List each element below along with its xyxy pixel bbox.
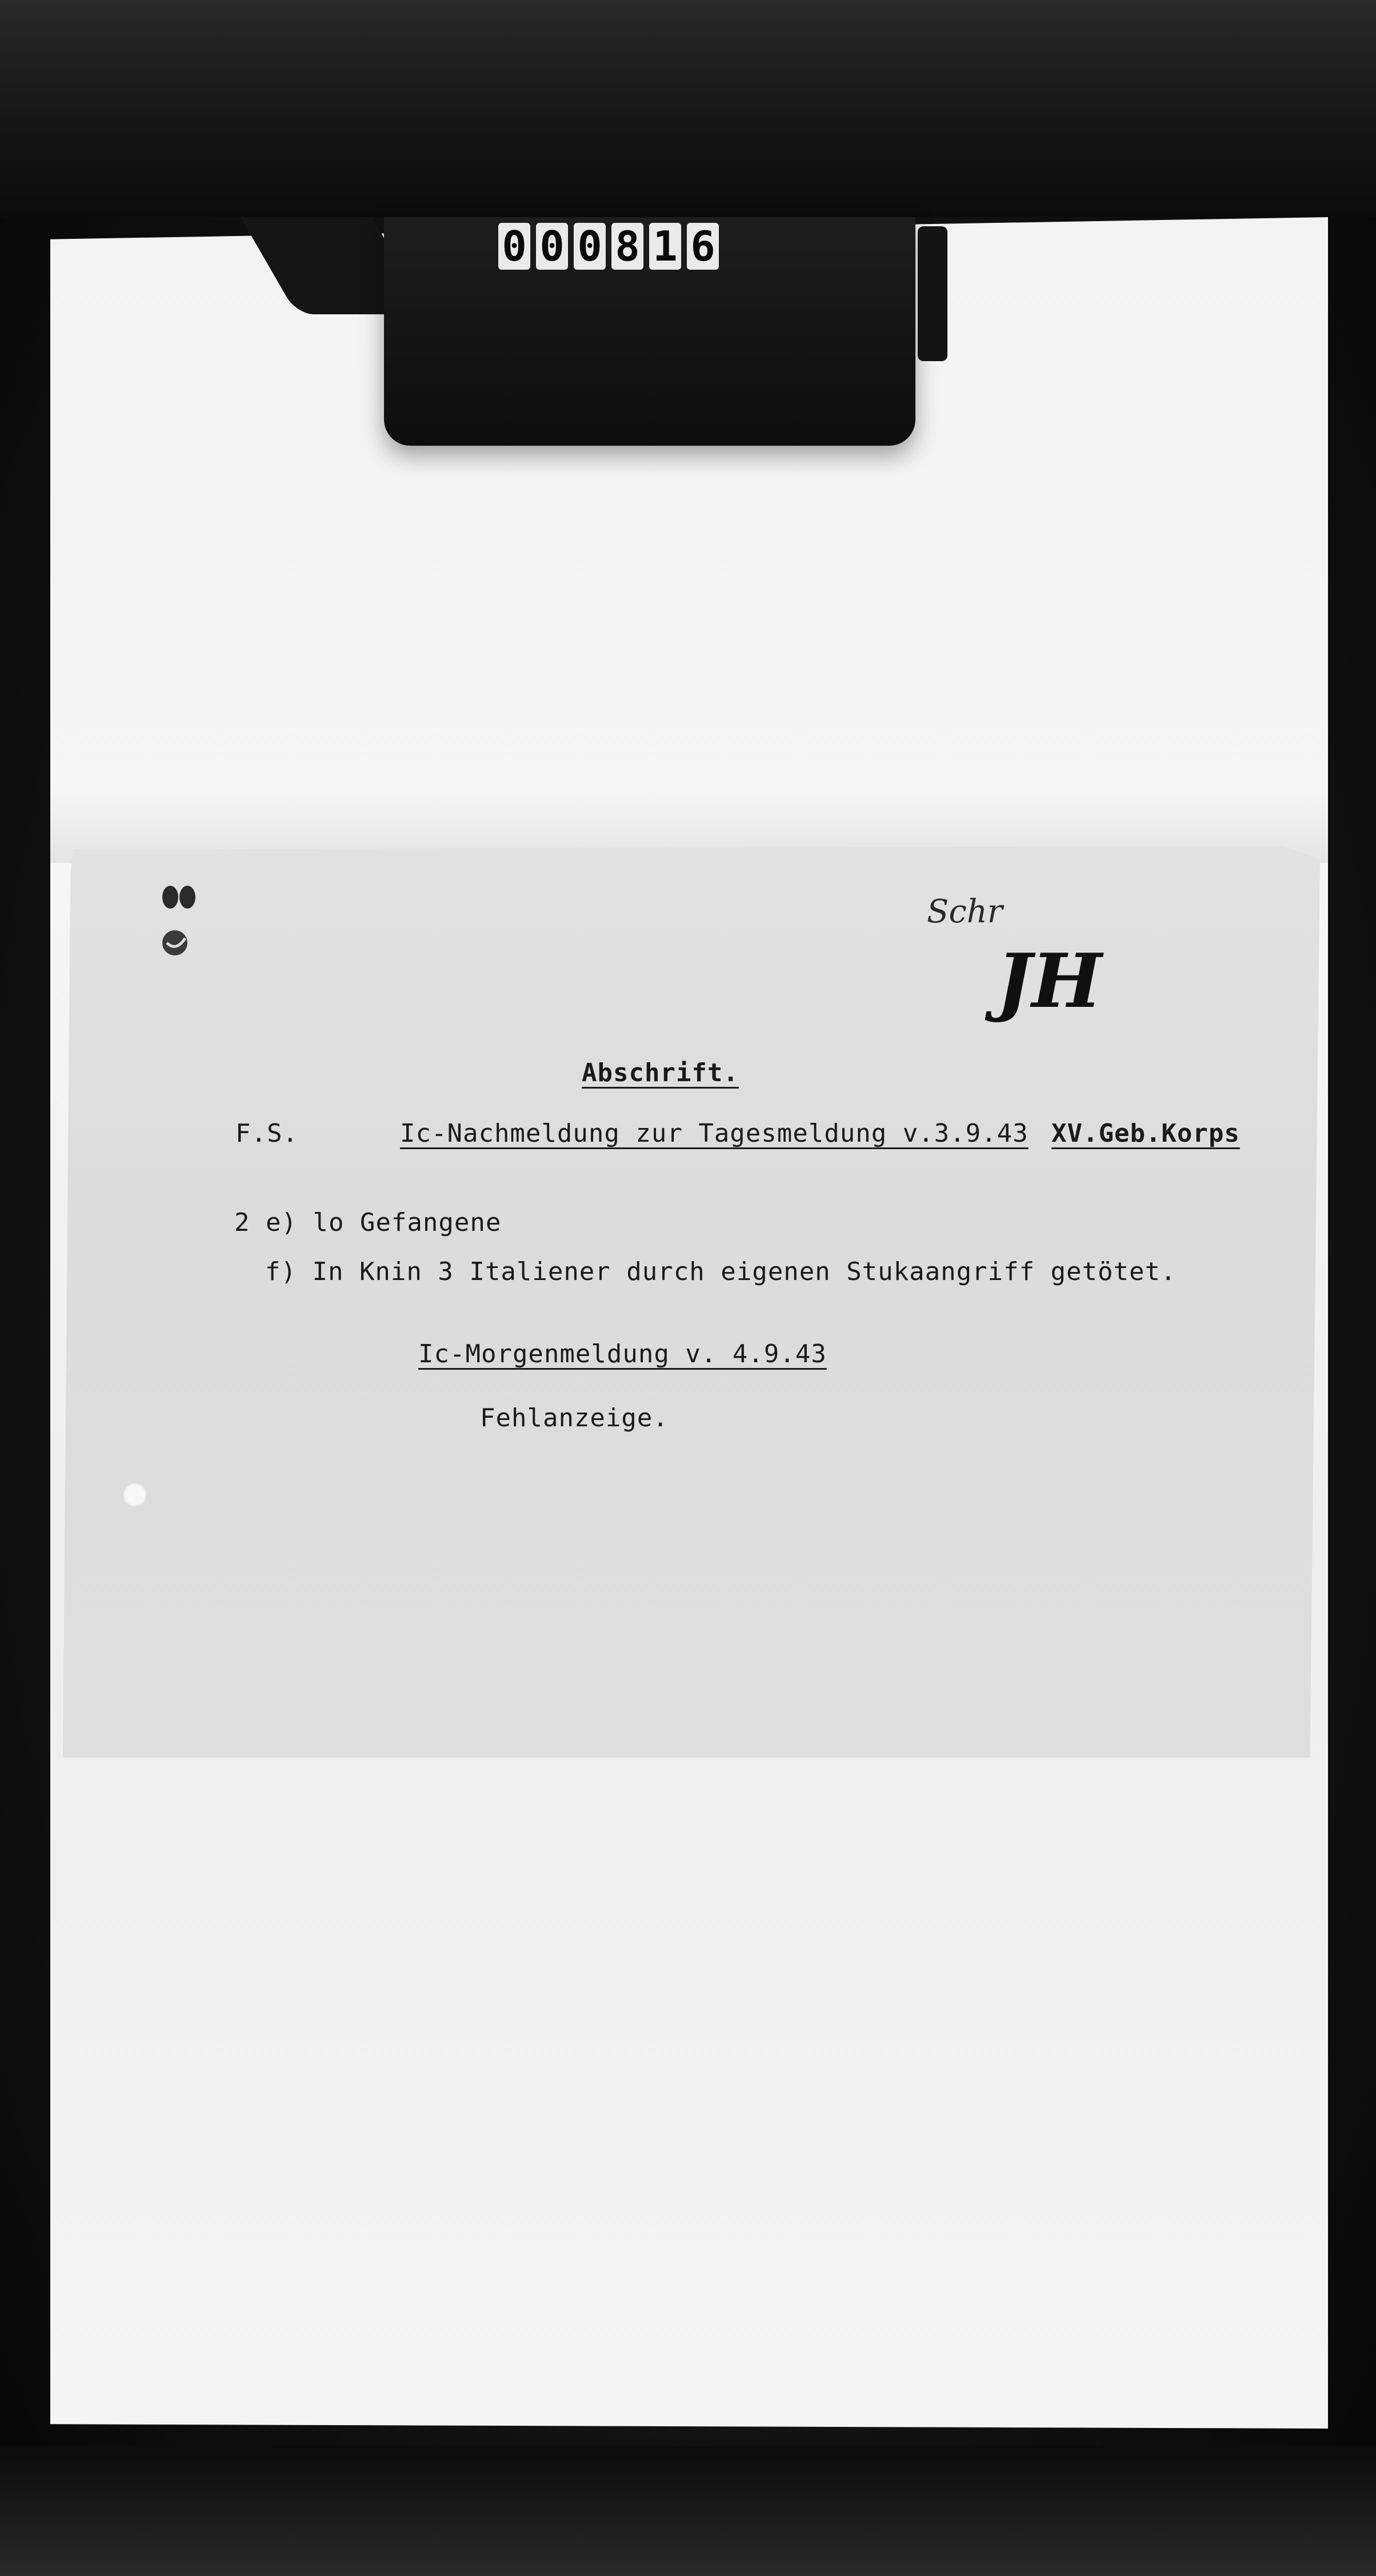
film-edge-top	[0, 0, 1376, 217]
unit-name: XV.Geb.Korps	[1051, 1119, 1240, 1148]
film-edge-bottom	[0, 2446, 1376, 2576]
sender-code: F.S.	[235, 1119, 298, 1148]
punch-hole	[122, 1482, 147, 1507]
frame-counter	[498, 221, 807, 272]
morning-report-title: Ic-Morgenmeldung v. 4.9.43	[418, 1339, 827, 1369]
document-heading: Abschrift.	[582, 1058, 739, 1087]
item-2f: f) In Knin 3 Italiener durch eigenen Stukaangriff getötet.	[265, 1257, 1177, 1286]
handwritten-initials-small	[925, 887, 1003, 938]
counter-digit: 0	[536, 223, 568, 270]
counter-knob	[918, 226, 947, 361]
initials-large-text: JH	[997, 937, 1102, 1025]
counter-digit: 8	[611, 223, 643, 270]
item-2e: 2 e) lo Gefangene	[234, 1208, 502, 1237]
counter-digit: 0	[574, 223, 606, 270]
counter-digit: 6	[687, 223, 719, 270]
counter-digit: 0	[498, 223, 530, 270]
handwritten-initials-large	[994, 937, 1120, 1025]
counter-digit: 1	[649, 223, 681, 270]
initials-small-text: Schr	[927, 893, 1003, 930]
report-title: Ic-Nachmeldung zur Tagesmeldung v.3.9.43	[400, 1119, 1029, 1148]
typed-note	[63, 846, 1320, 1758]
morning-report-body: Fehlanzeige.	[480, 1403, 669, 1433]
staple-mark	[159, 883, 199, 963]
